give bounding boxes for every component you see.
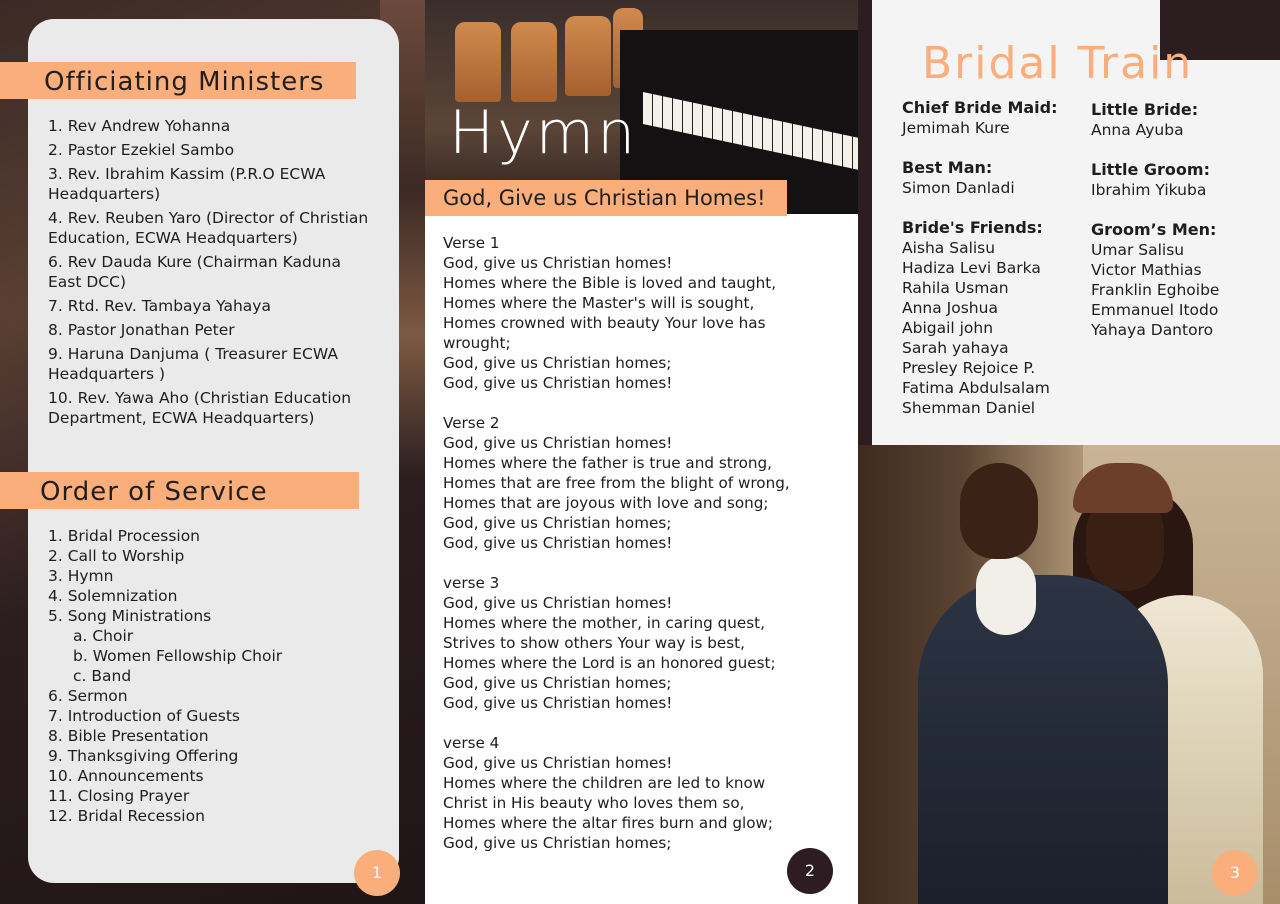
order-item: 5. Song Ministrations (48, 607, 212, 625)
lyric-line: Homes where the Bible is loved and taught, (443, 274, 777, 292)
order-item: 9. Thanksgiving Offering (48, 747, 239, 765)
minister-item: 3. Rev. Ibrahim Kassim (P.R.O ECWA Headquarters) (48, 165, 326, 203)
verse-label: Verse 2 (443, 414, 500, 432)
bridal-group-heading: Little Bride: (1091, 100, 1199, 119)
lyric-line: Homes where the mother, in caring quest, (443, 614, 765, 632)
lyric-line: God, give us Christian homes! (443, 374, 673, 392)
groom-suit (918, 575, 1168, 904)
order-item: 1. Bridal Procession (48, 527, 201, 545)
page-number-3: 3 (1212, 850, 1258, 896)
bridal-group-heading: Little Groom: (1091, 160, 1210, 179)
order-of-service-list (48, 526, 378, 826)
bridal-name: Franklin Eghoibe (1091, 281, 1220, 299)
bridal-name: Anna Joshua (902, 299, 998, 317)
bridal-train-right-column (1091, 100, 1219, 360)
chair-image (511, 22, 557, 102)
bridal-name: Emmanuel Itodo (1091, 301, 1219, 319)
couple-photo (858, 445, 1280, 904)
minister-item: 7. Rtd. Rev. Tambaya Yahaya (48, 297, 271, 315)
minister-item: 2. Pastor Ezekiel Sambo (48, 141, 235, 159)
verse-label: verse 3 (443, 574, 500, 592)
bridal-group (902, 218, 1058, 418)
order-item: b. Women Fellowship Choir (73, 647, 283, 665)
lyric-line: Homes crowned with beauty Your love has (443, 314, 766, 332)
bridal-group-heading: Groom’s Men: (1091, 220, 1217, 239)
order-heading: Order of Service (0, 472, 359, 509)
bridal-group-heading: Chief Bride Maid: (902, 98, 1058, 117)
bridal-name: Aisha Salisu (902, 239, 996, 257)
bridal-group (1091, 160, 1219, 200)
verse-label: verse 4 (443, 734, 500, 752)
lyric-line: Homes where the Master's will is sought, (443, 294, 755, 312)
order-item: c. Band (73, 667, 132, 685)
hymn-lyrics (443, 233, 843, 873)
lyric-line: God, give us Christian homes! (443, 254, 673, 272)
lyric-line: Homes where the altar fires burn and glow; (443, 814, 774, 832)
bridal-name: Victor Mathias (1091, 261, 1202, 279)
bridal-train-title: Bridal Train (922, 38, 1194, 89)
chair-image (565, 16, 611, 96)
bridal-name: Anna Ayuba (1091, 121, 1184, 139)
page-3 (858, 0, 1280, 904)
lyric-line: wrought; (443, 334, 511, 352)
ministers-heading: Officiating Ministers (0, 62, 356, 99)
order-item: 10. Announcements (48, 767, 204, 785)
bridal-name: Shemman Daniel (902, 399, 1036, 417)
bridal-name: Simon Danladi (902, 179, 1015, 197)
verse-label: Verse 1 (443, 234, 500, 252)
bridal-train-card (872, 0, 1280, 445)
bridal-name: Jemimah Kure (902, 119, 1010, 137)
lyric-line: Homes where the Lord is an honored guest; (443, 654, 776, 672)
lyric-line: God, give us Christian homes; (443, 674, 672, 692)
lyric-line: God, give us Christian homes! (443, 754, 673, 772)
groom-face (960, 463, 1038, 559)
minister-item: 4. Rev. Reuben Yaro (Director of Christian Education, ECWA Headquarters) (48, 209, 369, 247)
bridal-name: Yahaya Dantoro (1091, 321, 1214, 339)
order-item: 12. Bridal Recession (48, 807, 205, 825)
minister-item: 6. Rev Dauda Kure (Chairman Kaduna East DCC) (48, 253, 341, 291)
order-item: 6. Sermon (48, 687, 128, 705)
minister-item: 10. Rev. Yawa Aho (Christian Education Department, ECWA Headquarters) (48, 389, 352, 427)
bridal-name: Sarah yahaya (902, 339, 1009, 357)
verse (443, 733, 843, 853)
bridal-group-heading: Best Man: (902, 158, 993, 177)
lyric-line: Strives to show others Your way is best, (443, 634, 745, 652)
page-number-2: 2 (787, 848, 833, 894)
lyric-line: God, give us Christian homes; (443, 834, 672, 852)
order-item: 3. Hymn (48, 567, 114, 585)
lyric-line: God, give us Christian homes! (443, 434, 673, 452)
order-item: a. Choir (73, 627, 134, 645)
minister-item: 1. Rev Andrew Yohanna (48, 117, 231, 135)
lyric-line: God, give us Christian homes; (443, 514, 672, 532)
bridal-name: Umar Salisu (1091, 241, 1185, 259)
bridal-name: Rahila Usman (902, 279, 1009, 297)
lyric-line: God, give us Christian homes! (443, 534, 673, 552)
hymn-title: Hymn (449, 98, 639, 168)
hymn-subtitle: God, Give us Christian Homes! (425, 180, 787, 216)
order-item: 8. Bible Presentation (48, 727, 209, 745)
bridal-name: Abigail john (902, 319, 994, 337)
ministers-list (48, 116, 378, 432)
groom-turtleneck (976, 555, 1036, 635)
order-item: 7. Introduction of Guests (48, 707, 240, 725)
verse (443, 413, 843, 553)
page-number-1: 1 (354, 850, 400, 896)
lyric-line: God, give us Christian homes! (443, 694, 673, 712)
bridal-group (902, 98, 1058, 138)
bridal-name: Hadiza Levi Barka (902, 259, 1041, 277)
bridal-group (1091, 220, 1219, 340)
bridal-name: Presley Rejoice P. (902, 359, 1036, 377)
verse (443, 233, 843, 393)
order-item: 11. Closing Prayer (48, 787, 190, 805)
order-item: 2. Call to Worship (48, 547, 185, 565)
page-2 (425, 0, 858, 904)
bridal-group (1091, 100, 1219, 140)
lyric-line: Homes that are free from the blight of wrong, (443, 474, 790, 492)
bridal-name: Fatima Abdulsalam (902, 379, 1050, 397)
bridal-group-heading: Bride's Friends: (902, 218, 1043, 237)
lyric-line: God, give us Christian homes! (443, 594, 673, 612)
divider (858, 0, 872, 445)
order-item: 4. Solemnization (48, 587, 178, 605)
minister-item: 8. Pastor Jonathan Peter (48, 321, 235, 339)
bridal-group (902, 158, 1058, 198)
chair-image (455, 22, 501, 102)
bridal-name: Ibrahim Yikuba (1091, 181, 1207, 199)
verse (443, 573, 843, 713)
lyric-line: Homes where the father is true and strong, (443, 454, 772, 472)
minister-item: 9. Haruna Danjuma ( Treasurer ECWA Headquarters ) (48, 345, 338, 383)
page-1 (0, 0, 425, 904)
lyric-line: Homes that are joyous with love and song; (443, 494, 769, 512)
lyric-line: God, give us Christian homes; (443, 354, 672, 372)
bridal-train-left-column (902, 98, 1058, 438)
lyric-line: Homes where the children are led to know (443, 774, 766, 792)
lyric-line: Christ in His beauty who loves them so, (443, 794, 745, 812)
